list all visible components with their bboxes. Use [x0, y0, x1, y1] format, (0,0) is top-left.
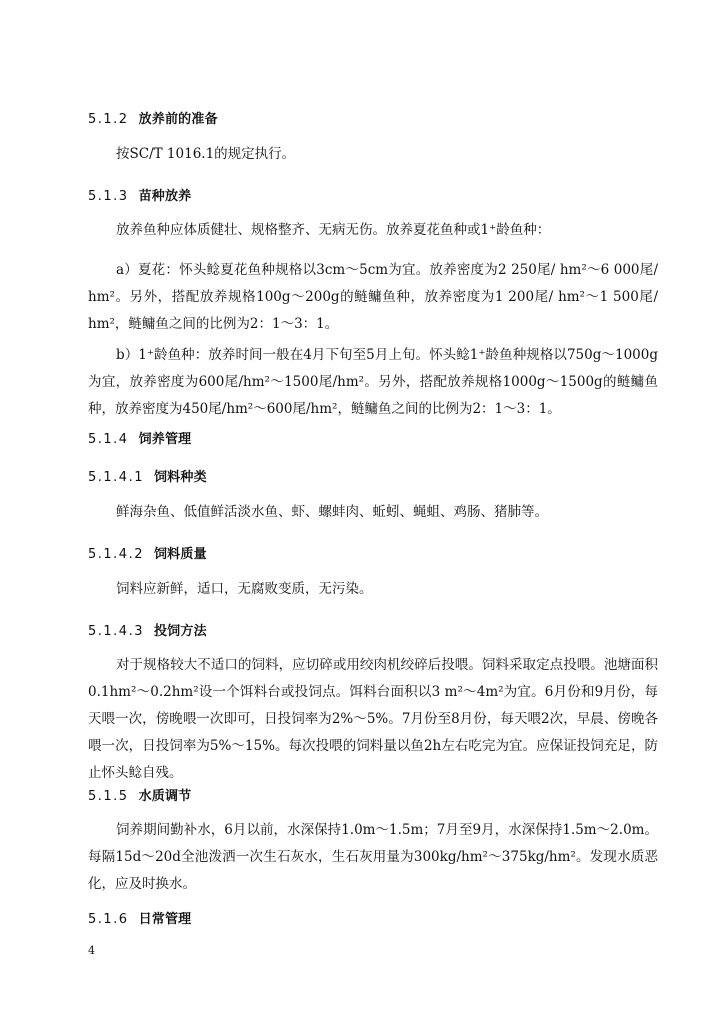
paragraph-5-1-3-intro: 放养鱼种应体质健壮、规格整齐、无病无伤。放养夏花鱼种或1⁺龄鱼种：	[116, 222, 551, 238]
heading-5-1-4	[88, 428, 191, 447]
paragraph-5-1-3-a: a）夏花：怀头鲶夏花鱼种规格以3cm～5cm为宜。放养密度为2 250尾/ hm²～6 000尾/ hm²。另外，搭配放养规格100g～200g的鲢鳙鱼种，放养密度为1 200尾/ hm²～1 500尾/ hm²，鲢鳙鱼之间的比例为2：1～3：1。	[88, 262, 658, 332]
heading-title: 饲料质量	[153, 547, 207, 562]
paragraph-5-1-4-2: 饲料应新鲜，适口，无腐败变质，无污染。	[116, 581, 373, 597]
heading-number: 5.1.4.1	[88, 470, 144, 485]
heading-5-1-4-3	[88, 620, 207, 639]
paragraph-5-1-2: 按SC/T 1016.1的规定执行。	[116, 146, 296, 162]
heading-5-1-4-2	[88, 543, 207, 562]
heading-title: 苗种放养	[138, 189, 192, 204]
page-number: 4	[88, 944, 95, 957]
heading-title: 饲料种类	[153, 470, 207, 485]
heading-number: 5.1.4	[88, 432, 129, 447]
heading-number: 5.1.2	[88, 112, 129, 127]
heading-title: 饲养管理	[138, 432, 192, 447]
paragraph-5-1-5: 饲养期间勤补水，6月以前，水深保持1.0m～1.5m；7月至9月，水深保持1.5m～2.0m。每隔15d～20d全池泼洒一次生石灰水，生石灰用量为300kg/hm²～375kg/hm²。发现水质恶化，应及时换水。	[88, 822, 658, 892]
heading-5-1-4-1	[88, 466, 207, 485]
heading-number: 5.1.3	[88, 189, 129, 204]
paragraph-5-1-4-3: 对于规格较大不适口的饲料，应切碎或用绞肉机绞碎后投喂。饲料采取定点投喂。池塘面积0.1hm²～0.2hm²设一个饵料台或投饲点。饵料台面积以3 m²～4m²为宜。6月份和9月份，每天喂一次，傍晚喂一次即可，日投饲率为2%～5%。7月份至8月份，每天喂2次，早晨、傍晚各喂一次，日投饲率为5%～15%。每次投喂的饲料量以鱼2h左右吃完为宜。应保证投饲充足，防止怀头鲶自残。	[88, 657, 658, 781]
heading-5-1-5	[88, 785, 191, 804]
heading-number: 5.1.4.2	[88, 547, 144, 562]
heading-title: 投饲方法	[153, 624, 207, 639]
heading-5-1-6	[88, 908, 191, 927]
heading-number: 5.1.4.3	[88, 624, 144, 639]
heading-5-1-2	[88, 108, 218, 127]
heading-title: 放养前的准备	[138, 112, 218, 127]
heading-5-1-3	[88, 185, 191, 204]
paragraph-5-1-3-b: b）1⁺龄鱼种：放养时间一般在4月下旬至5月上旬。怀头鲶1⁺龄鱼种规格以750g～1000g为宜，放养密度为600尾/hm²～1500尾/hm²。另外，搭配放养规格1000g～1500g的鲢鳙鱼种，放养密度为450尾/hm²～600尾/hm²，鲢鳙鱼之间的比例为2：1～3：1。	[88, 347, 658, 417]
heading-title: 水质调节	[138, 789, 192, 804]
heading-number: 5.1.6	[88, 912, 129, 927]
heading-number: 5.1.5	[88, 789, 129, 804]
heading-title: 日常管理	[138, 912, 192, 927]
paragraph-5-1-4-1: 鲜海杂鱼、低值鲜活淡水鱼、虾、螺蚌肉、蚯蚓、蝇蛆、鸡肠、猪肺等。	[116, 504, 548, 520]
